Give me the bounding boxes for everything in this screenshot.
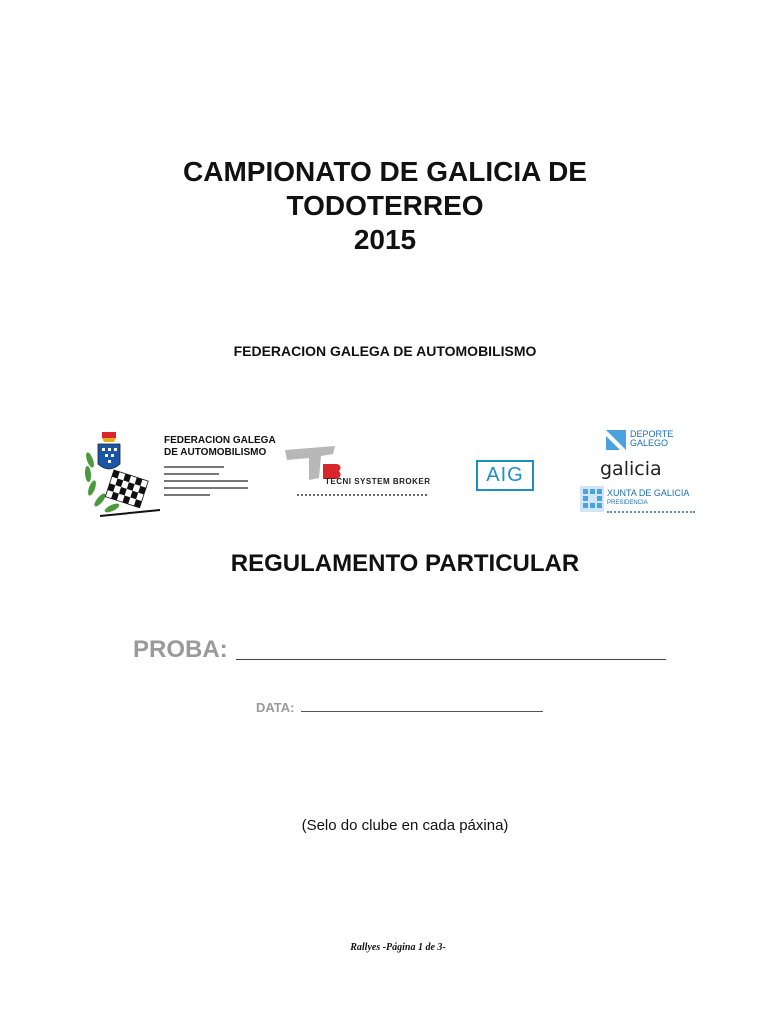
page-footer: Rallyes -Página 1 de 3- [350,942,446,953]
tecni-system-broker-logo [283,444,453,500]
fga-contact-lines [164,462,254,496]
data-field [256,700,543,715]
fga-name-line-1: FEDERACION GALEGA [164,435,276,446]
xunta-line-2: PRESIDENCIA [607,500,648,506]
logos-row [0,420,770,520]
deporte-galego-icon [606,430,626,450]
laurel-emblem-icon [80,430,162,518]
fga-logo [80,430,280,518]
xunta-subline [607,510,695,513]
proba-blank-line [236,659,666,660]
fga-name-line-2: DE AUTOMOBILISMO [164,447,267,458]
galicia-logos [578,428,708,518]
proba-field [133,636,666,664]
federation-name: FEDERACION GALEGA DE AUTOMOBILISMO [233,343,537,359]
deporte-line-1: DEPORTE [630,429,674,439]
galicia-wordmark: galicia [600,458,662,480]
xunta-line-1: XUNTA DE GALICIA [607,488,690,498]
data-label: DATA: [256,700,295,715]
title-line-1: CAMPIONATO DE GALICIA DE [183,156,587,187]
data-blank-line [301,711,543,712]
document-heading: REGULAMENTO PARTICULAR [230,550,580,577]
tsb-tagline-dots [297,492,427,496]
aig-logo: AIG [476,460,534,491]
tsb-name: TECNI SYSTEM BROKER [325,477,431,486]
club-stamp-note: (Selo do clube en cada páxina) [301,817,509,834]
title-line-2: TODOTERREO [286,190,484,221]
proba-label: PROBA: [133,636,228,663]
title-year: 2015 [353,224,417,255]
deporte-line-2: GALEGO [630,438,669,448]
xunta-icon [580,486,604,512]
